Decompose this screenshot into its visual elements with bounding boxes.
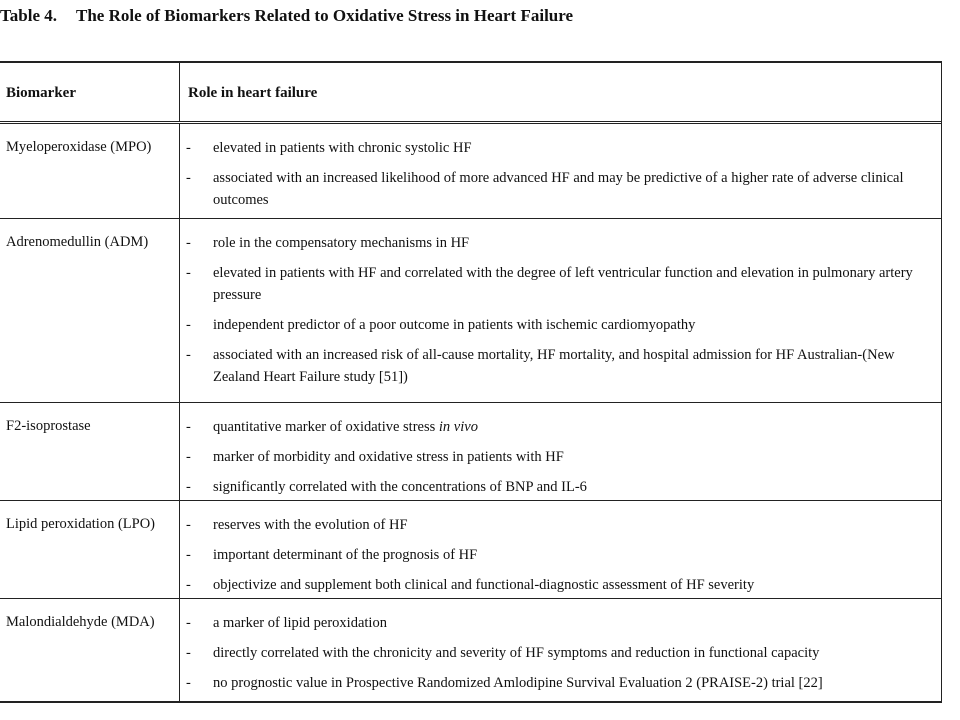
biomarker-table [0,61,942,703]
column-divider [179,599,180,703]
column-divider [179,403,180,500]
table-header-row [0,63,941,124]
list-item [186,314,927,336]
bullet-dash: - [186,170,191,186]
table-title: The Role of Biomarkers Related to Oxidative Stress in Heart Failure [76,6,574,25]
biomarker-name: Malondialdehyde (MDA) [6,614,155,630]
role-list [186,612,927,702]
list-item [186,642,927,664]
list-item [186,232,927,254]
bullet-dash: - [186,235,191,251]
list-item [186,544,927,566]
role-list [186,232,927,396]
role-text: a marker of lipid peroxidation [213,615,387,631]
role-text: independent predictor of a poor outcome in patients with ischemic cardiomyopathy [213,317,696,333]
role-text: role in the compensatory mechanisms in HF [213,235,470,251]
role-list [186,416,927,506]
role-text: elevated in patients with HF and correlated with the degree of left ventricular function and elevation in pulmonary artery pressure [213,265,913,303]
role-text: significantly correlated with the concentrations of BNP and IL-6 [213,479,587,495]
role-text: directly correlated with the chronicity and severity of HF symptoms and reduction in functional capacity [213,645,820,661]
role-text: associated with an increased risk of all-cause mortality, HF mortality, and hospital admission for HF Australian-(New Zealand Heart Failure study [51]) [213,347,895,385]
biomarker-name: Adrenomedullin (ADM) [6,234,149,250]
table-row [0,219,941,403]
role-text: quantitative marker of oxidative stress [213,419,436,435]
header-role: Role in heart failure [188,85,318,101]
bullet-dash: - [186,347,191,363]
table-number: Table 4. [0,6,58,25]
bullet-dash: - [186,479,191,495]
column-divider [179,63,180,121]
table-caption [0,6,573,26]
list-item [186,476,927,498]
biomarker-name: Myeloperoxidase (MPO) [6,139,152,155]
list-item [186,344,927,388]
role-list [186,514,927,604]
role-text-italic: in vivo [438,419,478,435]
table-row [0,124,941,219]
bullet-dash: - [186,140,191,156]
role-text: reserves with the evolution of HF [213,517,408,533]
list-item [186,514,927,536]
list-item [186,612,927,634]
table-row [0,599,941,703]
role-list [186,137,927,219]
bullet-dash: - [186,517,191,533]
list-item [186,137,927,159]
list-item [186,672,927,694]
list-item [186,416,927,438]
column-divider [179,219,180,402]
list-item [186,262,927,306]
role-text: marker of morbidity and oxidative stress in patients with HF [213,449,564,465]
role-text: elevated in patients with chronic systolic HF [213,140,472,156]
table-row [0,501,941,599]
table-row [0,403,941,501]
bullet-dash: - [186,265,191,281]
bullet-dash: - [186,645,191,661]
list-item [186,574,927,596]
bullet-dash: - [186,615,191,631]
biomarker-name: F2-isoprostase [6,418,91,434]
list-item [186,167,927,211]
bullet-dash: - [186,577,191,593]
bullet-dash: - [186,675,191,691]
column-divider [179,124,180,218]
bullet-dash: - [186,317,191,333]
bullet-dash: - [186,547,191,563]
role-text: important determinant of the prognosis of HF [213,547,478,563]
bullet-dash: - [186,449,191,465]
column-divider [179,501,180,598]
header-biomarker: Biomarker [6,85,76,101]
list-item [186,446,927,468]
role-text: no prognostic value in Prospective Randomized Amlodipine Survival Evaluation 2 (PRAISE-2) trial [22] [213,675,823,691]
biomarker-name: Lipid peroxidation (LPO) [6,516,156,532]
role-text: objectivize and supplement both clinical and functional-diagnostic assessment of HF severity [213,577,755,593]
role-text: associated with an increased likelihood of more advanced HF and may be predictive of a higher rate of adverse clinical outcomes [213,170,904,208]
bullet-dash: - [186,419,191,435]
